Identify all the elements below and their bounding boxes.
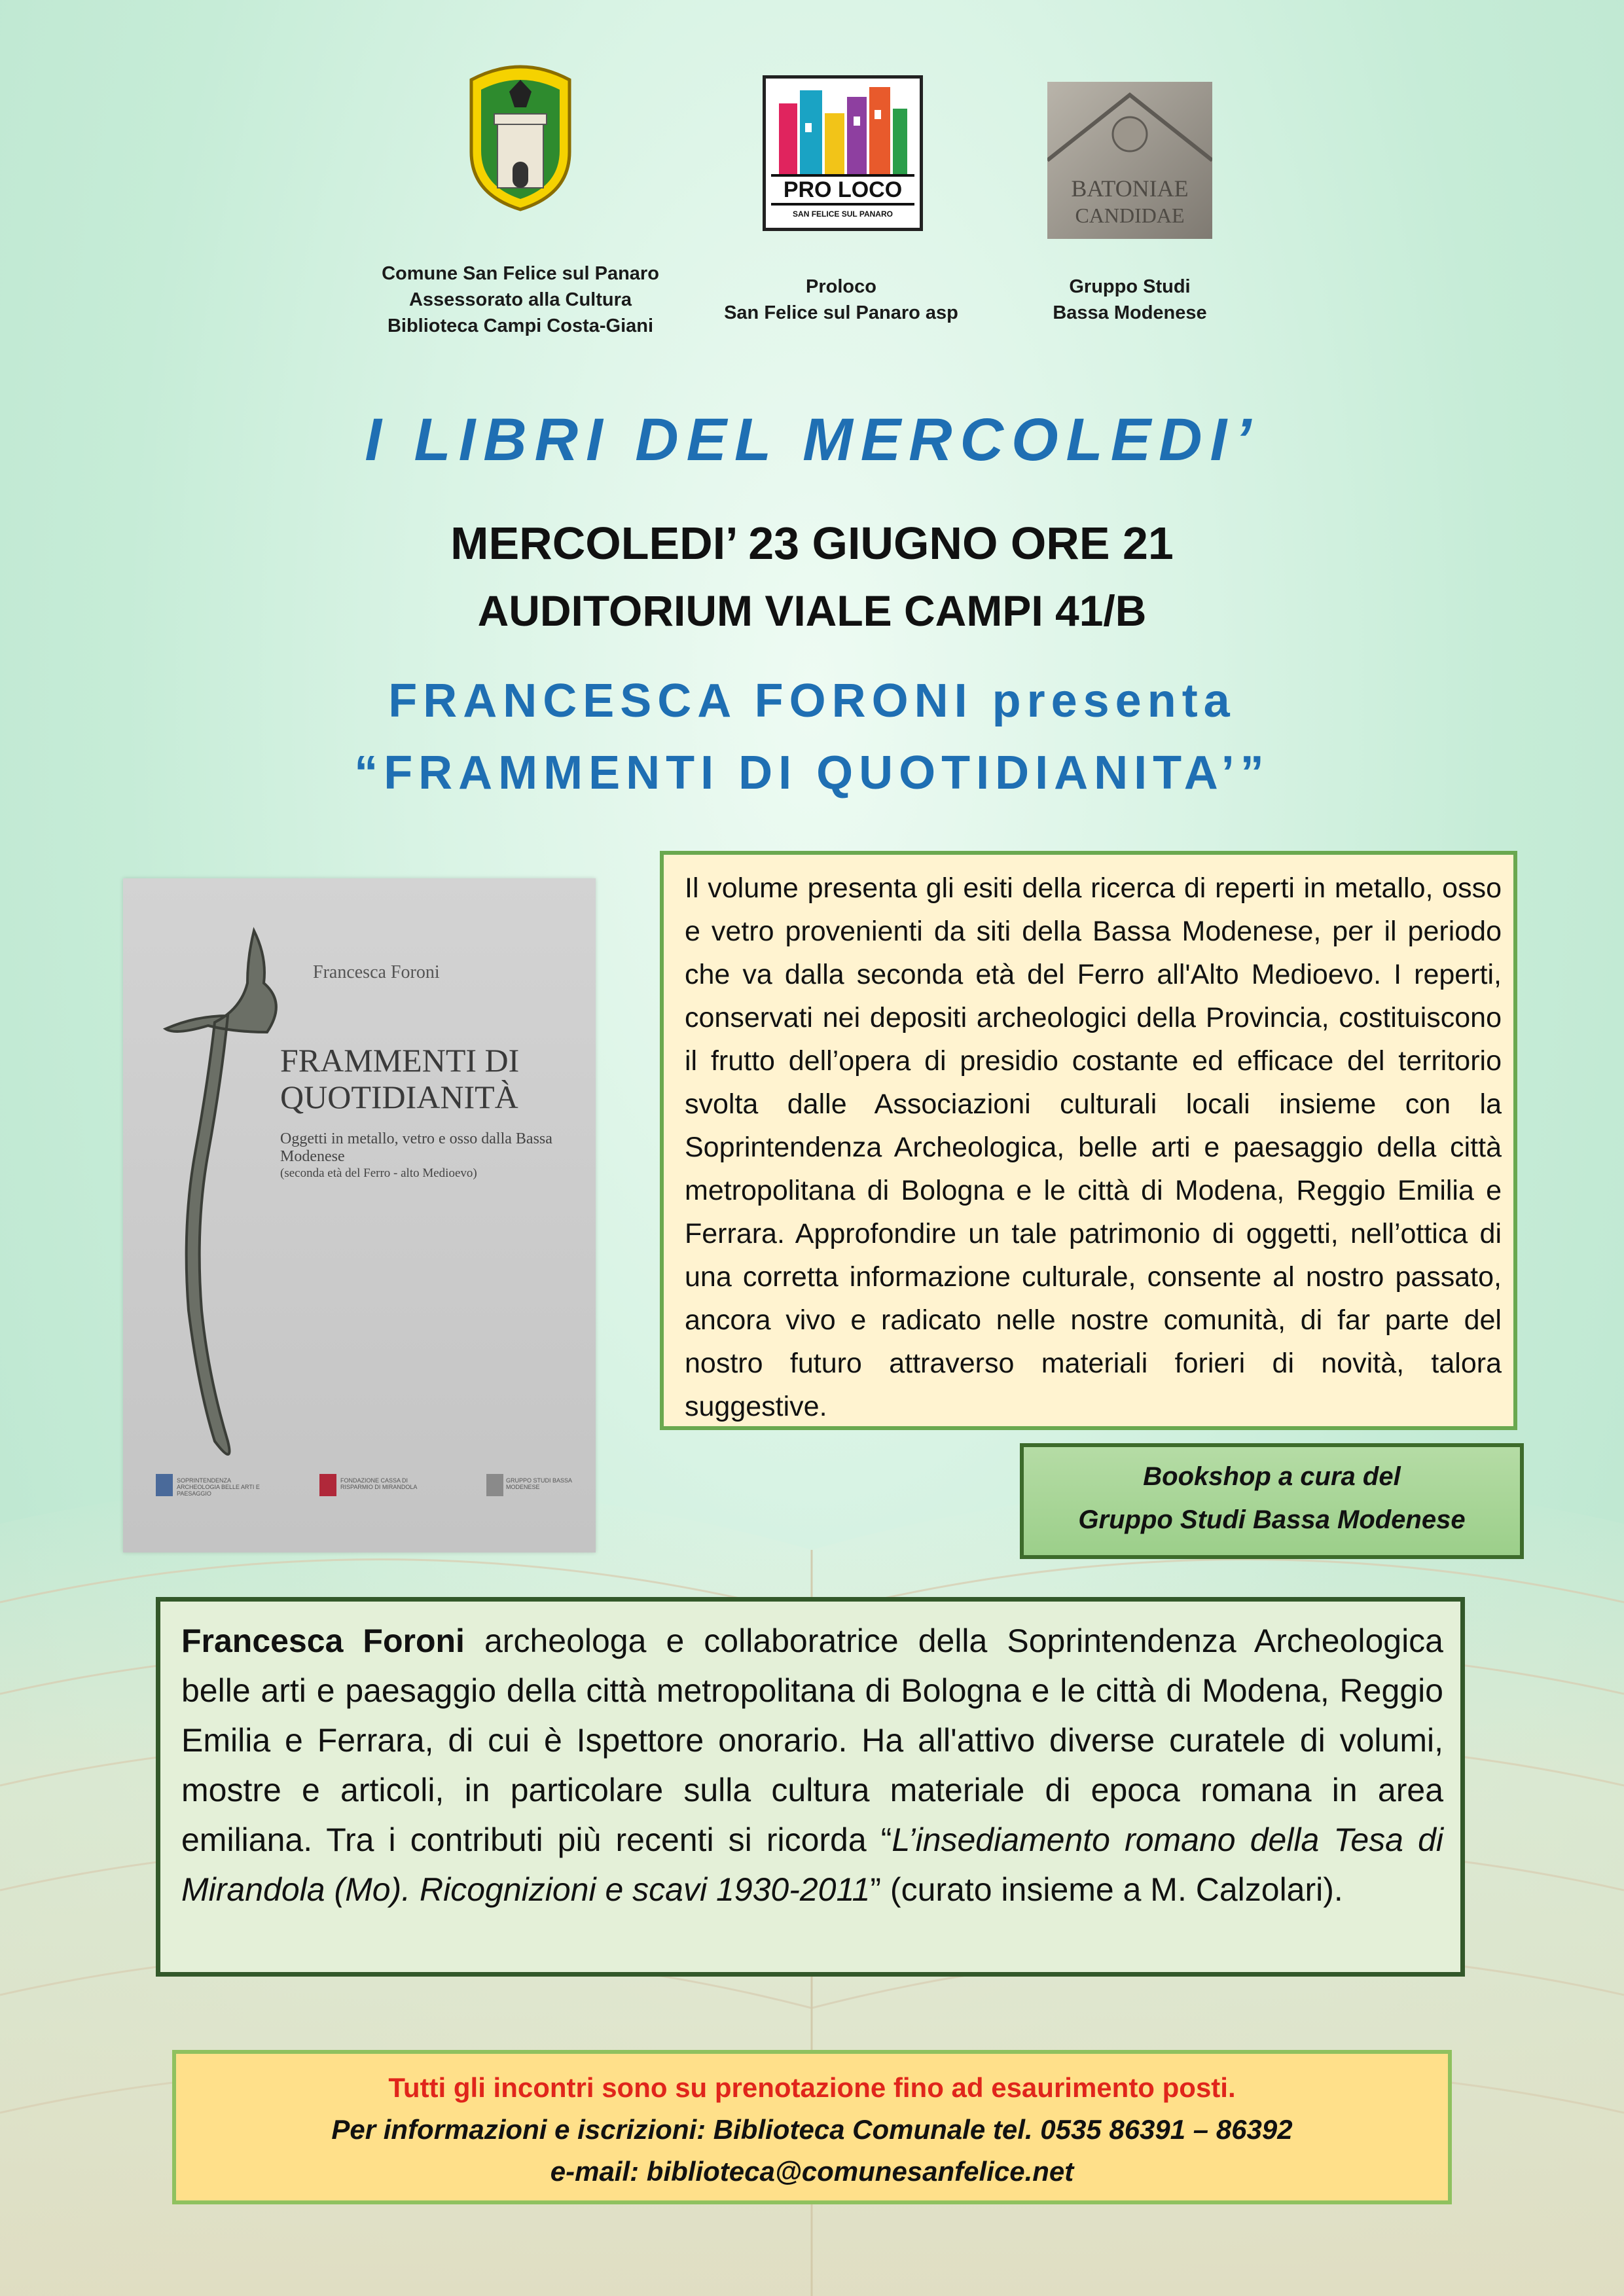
cover-subtitle: Oggetti in metallo, vetro e osso dalla Bassa Modenese: [280, 1130, 552, 1165]
bookshop-box: [1020, 1443, 1524, 1559]
caption-line: Bassa Modenese: [1053, 302, 1207, 323]
caption-line: Assessorato alla Cultura: [408, 289, 632, 310]
series-title: I LIBRI DEL MERCOLEDI’: [365, 406, 1259, 473]
municipal-coat-of-arms-icon: [458, 60, 583, 212]
cover-sponsor: GRUPPO STUDI BASSA MODENESE: [506, 1477, 572, 1490]
pro-loco-logo-subtext: SAN FELICE SUL PANARO: [793, 209, 893, 219]
cover-title-line: FRAMMENTI DI: [280, 1042, 520, 1079]
book-description-box: [660, 851, 1517, 1430]
cover-sponsor: SOPRINTENDENZA ARCHEOLOGIA BELLE ARTI E PAESAGGIO: [177, 1477, 260, 1497]
reservation-notice: Tutti gli incontri sono su prenotazione fino ad esaurimento posti.: [388, 2072, 1236, 2103]
bronze-artifact-image: [136, 918, 306, 1480]
book-description: Il volume presenta gli esiti della ricerca di reperti in metallo, osso e vetro provenienti da siti della Bassa Modenese, per il periodo che va dalla seconda età del Ferro all'Alto Medioevo. I reperti, conservati nei depositi archeologici della Provincia, costituiscono il frutto dell’opera di presidio costante ed efficace del territorio svolta dalle Associazioni culturali locali insieme con la Soprintendenza Archeologica, belle arti e paesaggio della città metropolitana di Bologna e le città di Modena, Reggio Emilia e Ferrara. Approfondire un tale patrimonio di oggetti, nell’ottica di una corretta informazione culturale, consente al nostro passato, ancora vivo e radicato nelle nostre comunità, di far parte del nostro futuro attraverso materiali forieri di novità, talora suggestive.: [685, 872, 1502, 1422]
bookshop-line: Gruppo Studi Bassa Modenese: [1078, 1505, 1466, 1534]
fondazione-logo-icon: [319, 1474, 336, 1496]
svg-text:CANDIDAE: CANDIDAE: [1075, 204, 1185, 227]
stone-inscription-icon: [1047, 82, 1212, 239]
gruppo-studi-logo-icon: [486, 1474, 503, 1496]
pro-loco-logo-text: PRO LOCO: [771, 174, 914, 206]
caption-line: San Felice sul Panaro asp: [724, 302, 958, 323]
proloco-caption: [704, 274, 979, 326]
presenter-line: FRANCESCA FORONI presenta: [388, 675, 1236, 727]
contact-phone: Per informazioni e iscrizioni: Biblioteca Comunale tel. 0535 86391 – 86392: [331, 2114, 1293, 2145]
bio-publication-title: L’insediamento romano della Tesa di Mirandola (Mo). Ricognizioni e scavi 1930-2011: [181, 1821, 1443, 1908]
gruppo-studi-caption: [1019, 274, 1241, 326]
event-venue: AUDITORIUM VIALE CAMPI 41/B: [477, 586, 1147, 635]
cover-period: (seconda età del Ferro - alto Medioevo): [280, 1166, 477, 1180]
bookshop-line: Bookshop a cura del: [1143, 1462, 1401, 1491]
cover-title: [280, 1042, 519, 1115]
author-name: Francesca Foroni: [181, 1623, 465, 1659]
caption-line: Comune San Felice sul Panaro: [382, 263, 659, 284]
bio-text: ” (curato insieme a M. Calzolari).: [870, 1871, 1343, 1908]
book-title-heading: “FRAMMENTI DI QUOTIDIANITA’”: [354, 747, 1270, 799]
caption-line: Biblioteca Campi Costa-Giani: [387, 315, 654, 336]
cover-author: Francesca Foroni: [313, 962, 440, 982]
cover-title-line: QUOTIDIANITÀ: [280, 1079, 518, 1115]
pro-loco-logo-icon: [763, 75, 923, 231]
bio-text: archeologa e collaboratrice della Soprintendenza Archeologica belle arti e paesaggio della città metropolitana di Bologna e le città di Modena, Reggio Emilia e Ferrara, di cui è Ispettore onorario. Ha all'attivo diverse curatele di volumi, mostre e articoli, in particolare sulla cultura materiale di epoca romana in area emiliana. Tra i contributi più recenti si ricorda “: [181, 1623, 1443, 1858]
caption-line: Gruppo Studi: [1069, 276, 1191, 297]
author-bio-box: [156, 1597, 1465, 1977]
book-cover: [123, 878, 596, 1552]
soprintendenza-logo-icon: [156, 1474, 173, 1496]
cover-sponsor: FONDAZIONE CASSA DI RISPARMIO DI MIRANDOLA: [340, 1477, 418, 1490]
municipality-caption: [357, 260, 684, 339]
caption-line: Proloco: [806, 276, 876, 297]
event-date: MERCOLEDI’ 23 GIUGNO ORE 21: [450, 518, 1174, 569]
reservation-info-box: [172, 2050, 1452, 2204]
author-bio: [181, 1616, 1443, 1914]
contact-email[interactable]: e-mail: biblioteca@comunesanfelice.net: [550, 2156, 1074, 2187]
svg-text:BATONIAE: BATONIAE: [1071, 175, 1189, 202]
